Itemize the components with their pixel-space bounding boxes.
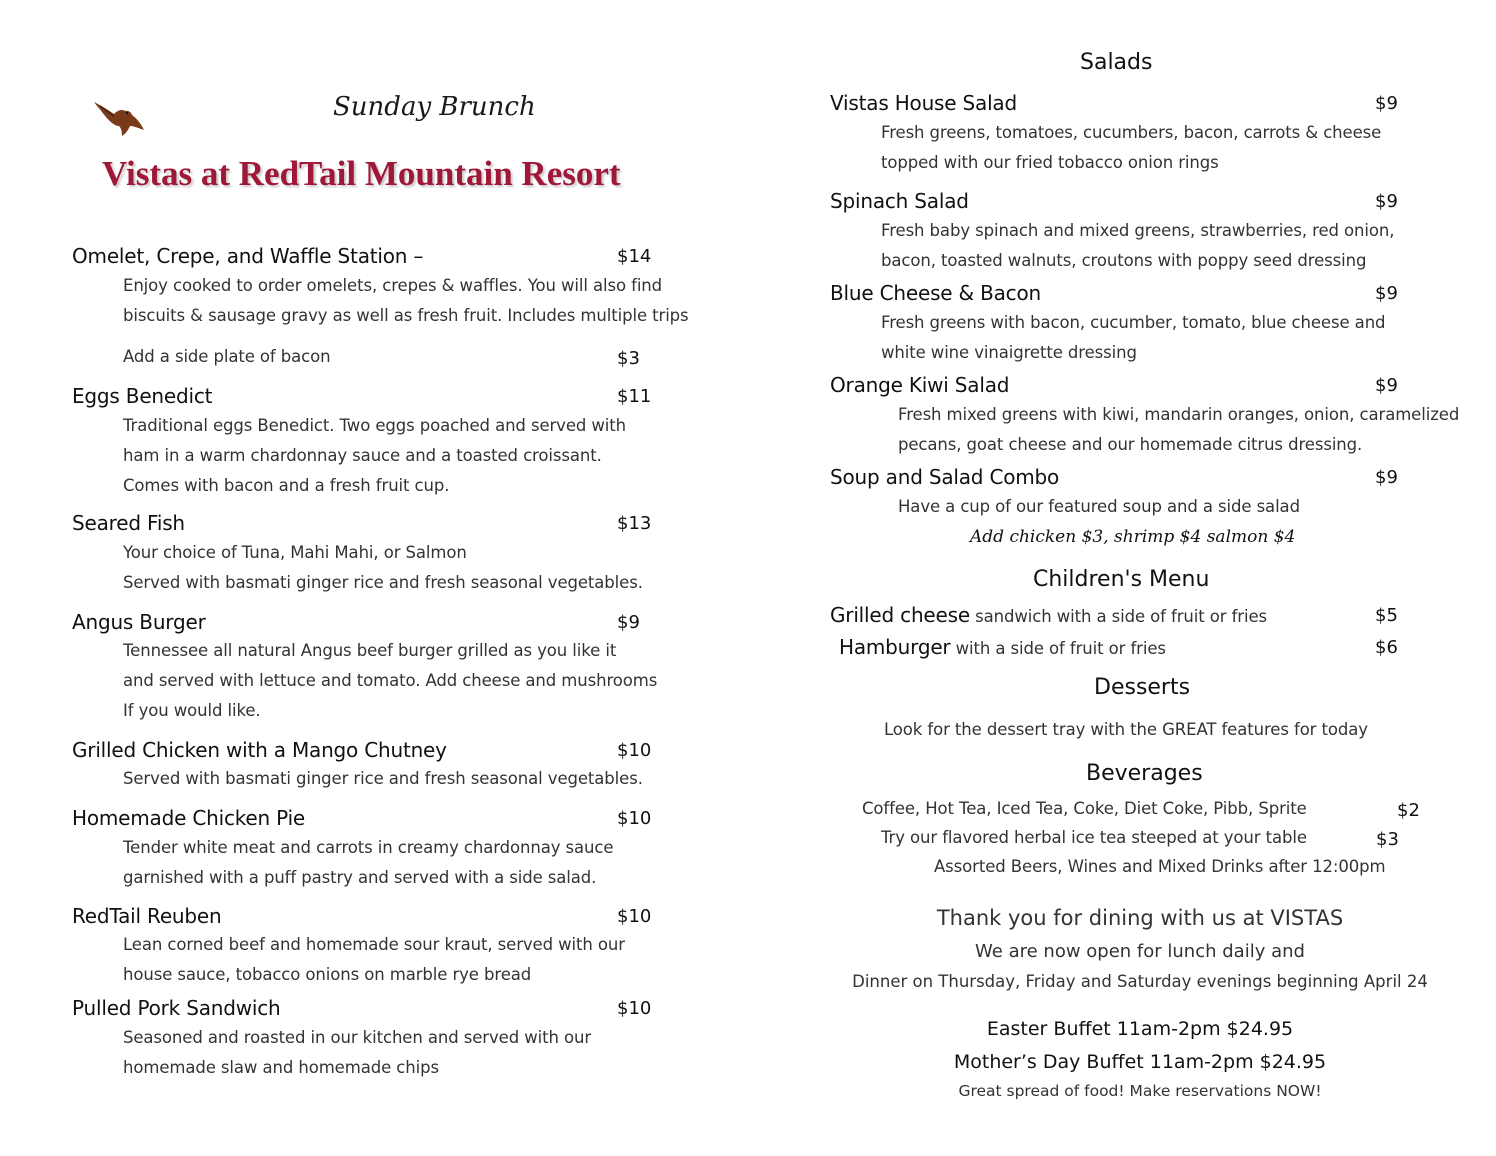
section-heading: Children's Menu	[1033, 567, 1210, 592]
item-desc: Fresh baby spinach and mixed greens, strawberries, red onion,	[881, 221, 1395, 240]
item-desc: Tennessee all natural Angus beef burger grilled as you like it	[123, 641, 617, 660]
item-name: Seared Fish	[72, 511, 185, 535]
item-name: Soup and Salad Combo	[830, 465, 1060, 489]
mothers-day-buffet: Mother’s Day Buffet 11am-2pm $24.95	[953, 1051, 1327, 1073]
thanks-text: Thank you for dining with us at VISTAS	[936, 906, 1344, 930]
easter-buffet: Easter Buffet 11am-2pm $24.95	[986, 1018, 1294, 1040]
reservations-text: Great spread of food! Make reservations NOW!	[958, 1082, 1322, 1100]
desserts-text: Look for the dessert tray with the GREAT features for today	[884, 720, 1368, 739]
item-price: $9	[1375, 283, 1398, 304]
section-heading: Desserts	[1094, 675, 1191, 700]
section-heading: Salads	[1080, 50, 1153, 75]
item-desc: Fresh greens with bacon, cucumber, tomato, blue cheese and	[881, 313, 1386, 332]
item-name: Grilled cheese	[830, 603, 970, 627]
item-desc: If you would like.	[123, 701, 261, 720]
item-desc: ham in a warm chardonnay sauce and a toasted croissant.	[123, 446, 602, 465]
item-desc: house sauce, tobacco onions on marble rye bread	[123, 965, 532, 984]
children-item	[839, 635, 1166, 659]
item-desc: Have a cup of our featured soup and a side salad	[898, 497, 1300, 516]
item-price: $2	[1397, 800, 1420, 821]
section-heading: Beverages	[1086, 761, 1203, 786]
item-price: $10	[617, 740, 652, 761]
item-desc: homemade slaw and homemade chips	[123, 1058, 439, 1077]
item-desc: pecans, goat cheese and our homemade citrus dressing.	[898, 435, 1363, 454]
item-desc: biscuits & sausage gravy as well as fresh fruit. Includes multiple trips	[123, 306, 689, 325]
item-name: Vistas House Salad	[830, 91, 1017, 115]
item-price: $3	[1376, 829, 1399, 850]
redtail-hawk-icon	[92, 96, 146, 138]
item-desc: Comes with bacon and a fresh fruit cup.	[123, 476, 450, 495]
item-price: $9	[1375, 467, 1398, 488]
item-desc: Fresh mixed greens with kiwi, mandarin oranges, onion, caramelized	[898, 405, 1460, 424]
item-name: Eggs Benedict	[72, 384, 213, 408]
item-name: Spinach Salad	[830, 189, 969, 213]
item-price: $10	[617, 808, 652, 829]
beverage-line: Coffee, Hot Tea, Iced Tea, Coke, Diet Coke, Pibb, Sprite	[862, 799, 1307, 818]
resort-name: Vistas at RedTail Mountain Resort	[102, 154, 621, 193]
beverage-line: Assorted Beers, Wines and Mixed Drinks after 12:00pm	[934, 857, 1386, 876]
dinner-text: Dinner on Thursday, Friday and Saturday evenings beginning April 24	[852, 972, 1428, 991]
item-price: $10	[617, 998, 652, 1019]
item-price: $13	[617, 513, 652, 534]
item-desc: bacon, toasted walnuts, croutons with poppy seed dressing	[881, 251, 1367, 270]
item-price: $9	[1375, 93, 1398, 114]
item-desc: Fresh greens, tomatoes, cucumbers, bacon, carrots & cheese	[881, 123, 1382, 142]
item-name: Homemade Chicken Pie	[72, 806, 306, 830]
item-price: $3	[617, 348, 640, 369]
page-title: Sunday Brunch	[333, 92, 536, 122]
item-desc: sandwich with a side of fruit or fries	[969, 607, 1268, 626]
item-name: Grilled Chicken with a Mango Chutney	[72, 738, 447, 762]
item-desc: Traditional eggs Benedict. Two eggs poached and served with	[123, 416, 627, 435]
item-desc: Enjoy cooked to order omelets, crepes & waffles. You will also find	[123, 276, 663, 295]
salad-addons: Add chicken $3, shrimp $4 salmon $4	[970, 527, 1296, 547]
item-price: $9	[617, 612, 640, 633]
item-desc: and served with lettuce and tomato. Add cheese and mushrooms	[123, 671, 658, 690]
children-item	[830, 603, 1267, 627]
item-price: $9	[1375, 375, 1398, 396]
item-desc: Served with basmati ginger rice and fresh seasonal vegetables.	[123, 573, 643, 592]
item-desc: with a side of fruit or fries	[950, 639, 1166, 658]
item-desc: garnished with a puff pastry and served with a side salad.	[123, 868, 597, 887]
item-name: Omelet, Crepe, and Waffle Station –	[72, 244, 424, 268]
item-name: Angus Burger	[72, 610, 206, 634]
item-name: Pulled Pork Sandwich	[72, 996, 281, 1020]
item-name: Add a side plate of bacon	[123, 347, 331, 366]
item-desc: Your choice of Tuna, Mahi Mahi, or Salmon	[123, 543, 467, 562]
item-desc: topped with our fried tobacco onion rings	[881, 153, 1219, 172]
item-name: Orange Kiwi Salad	[830, 373, 1010, 397]
item-price: $6	[1375, 637, 1398, 658]
item-price: $14	[617, 246, 652, 267]
item-name: Hamburger	[839, 635, 951, 659]
item-desc: white wine vinaigrette dressing	[881, 343, 1137, 362]
item-price: $10	[617, 906, 652, 927]
beverage-line: Try our flavored herbal ice tea steeped at your table	[881, 828, 1307, 847]
item-price: $9	[1375, 191, 1398, 212]
item-desc: Lean corned beef and homemade sour kraut, served with our	[123, 935, 625, 954]
item-name: RedTail Reuben	[72, 904, 222, 928]
item-price: $11	[617, 386, 652, 407]
item-desc: Served with basmati ginger rice and fresh seasonal vegetables.	[123, 769, 643, 788]
item-desc: Tender white meat and carrots in creamy chardonnay sauce	[123, 838, 614, 857]
item-name: Blue Cheese & Bacon	[830, 281, 1041, 305]
item-price: $5	[1375, 605, 1398, 626]
item-desc: Seasoned and roasted in our kitchen and served with our	[123, 1028, 592, 1047]
open-text: We are now open for lunch daily and	[975, 941, 1305, 962]
